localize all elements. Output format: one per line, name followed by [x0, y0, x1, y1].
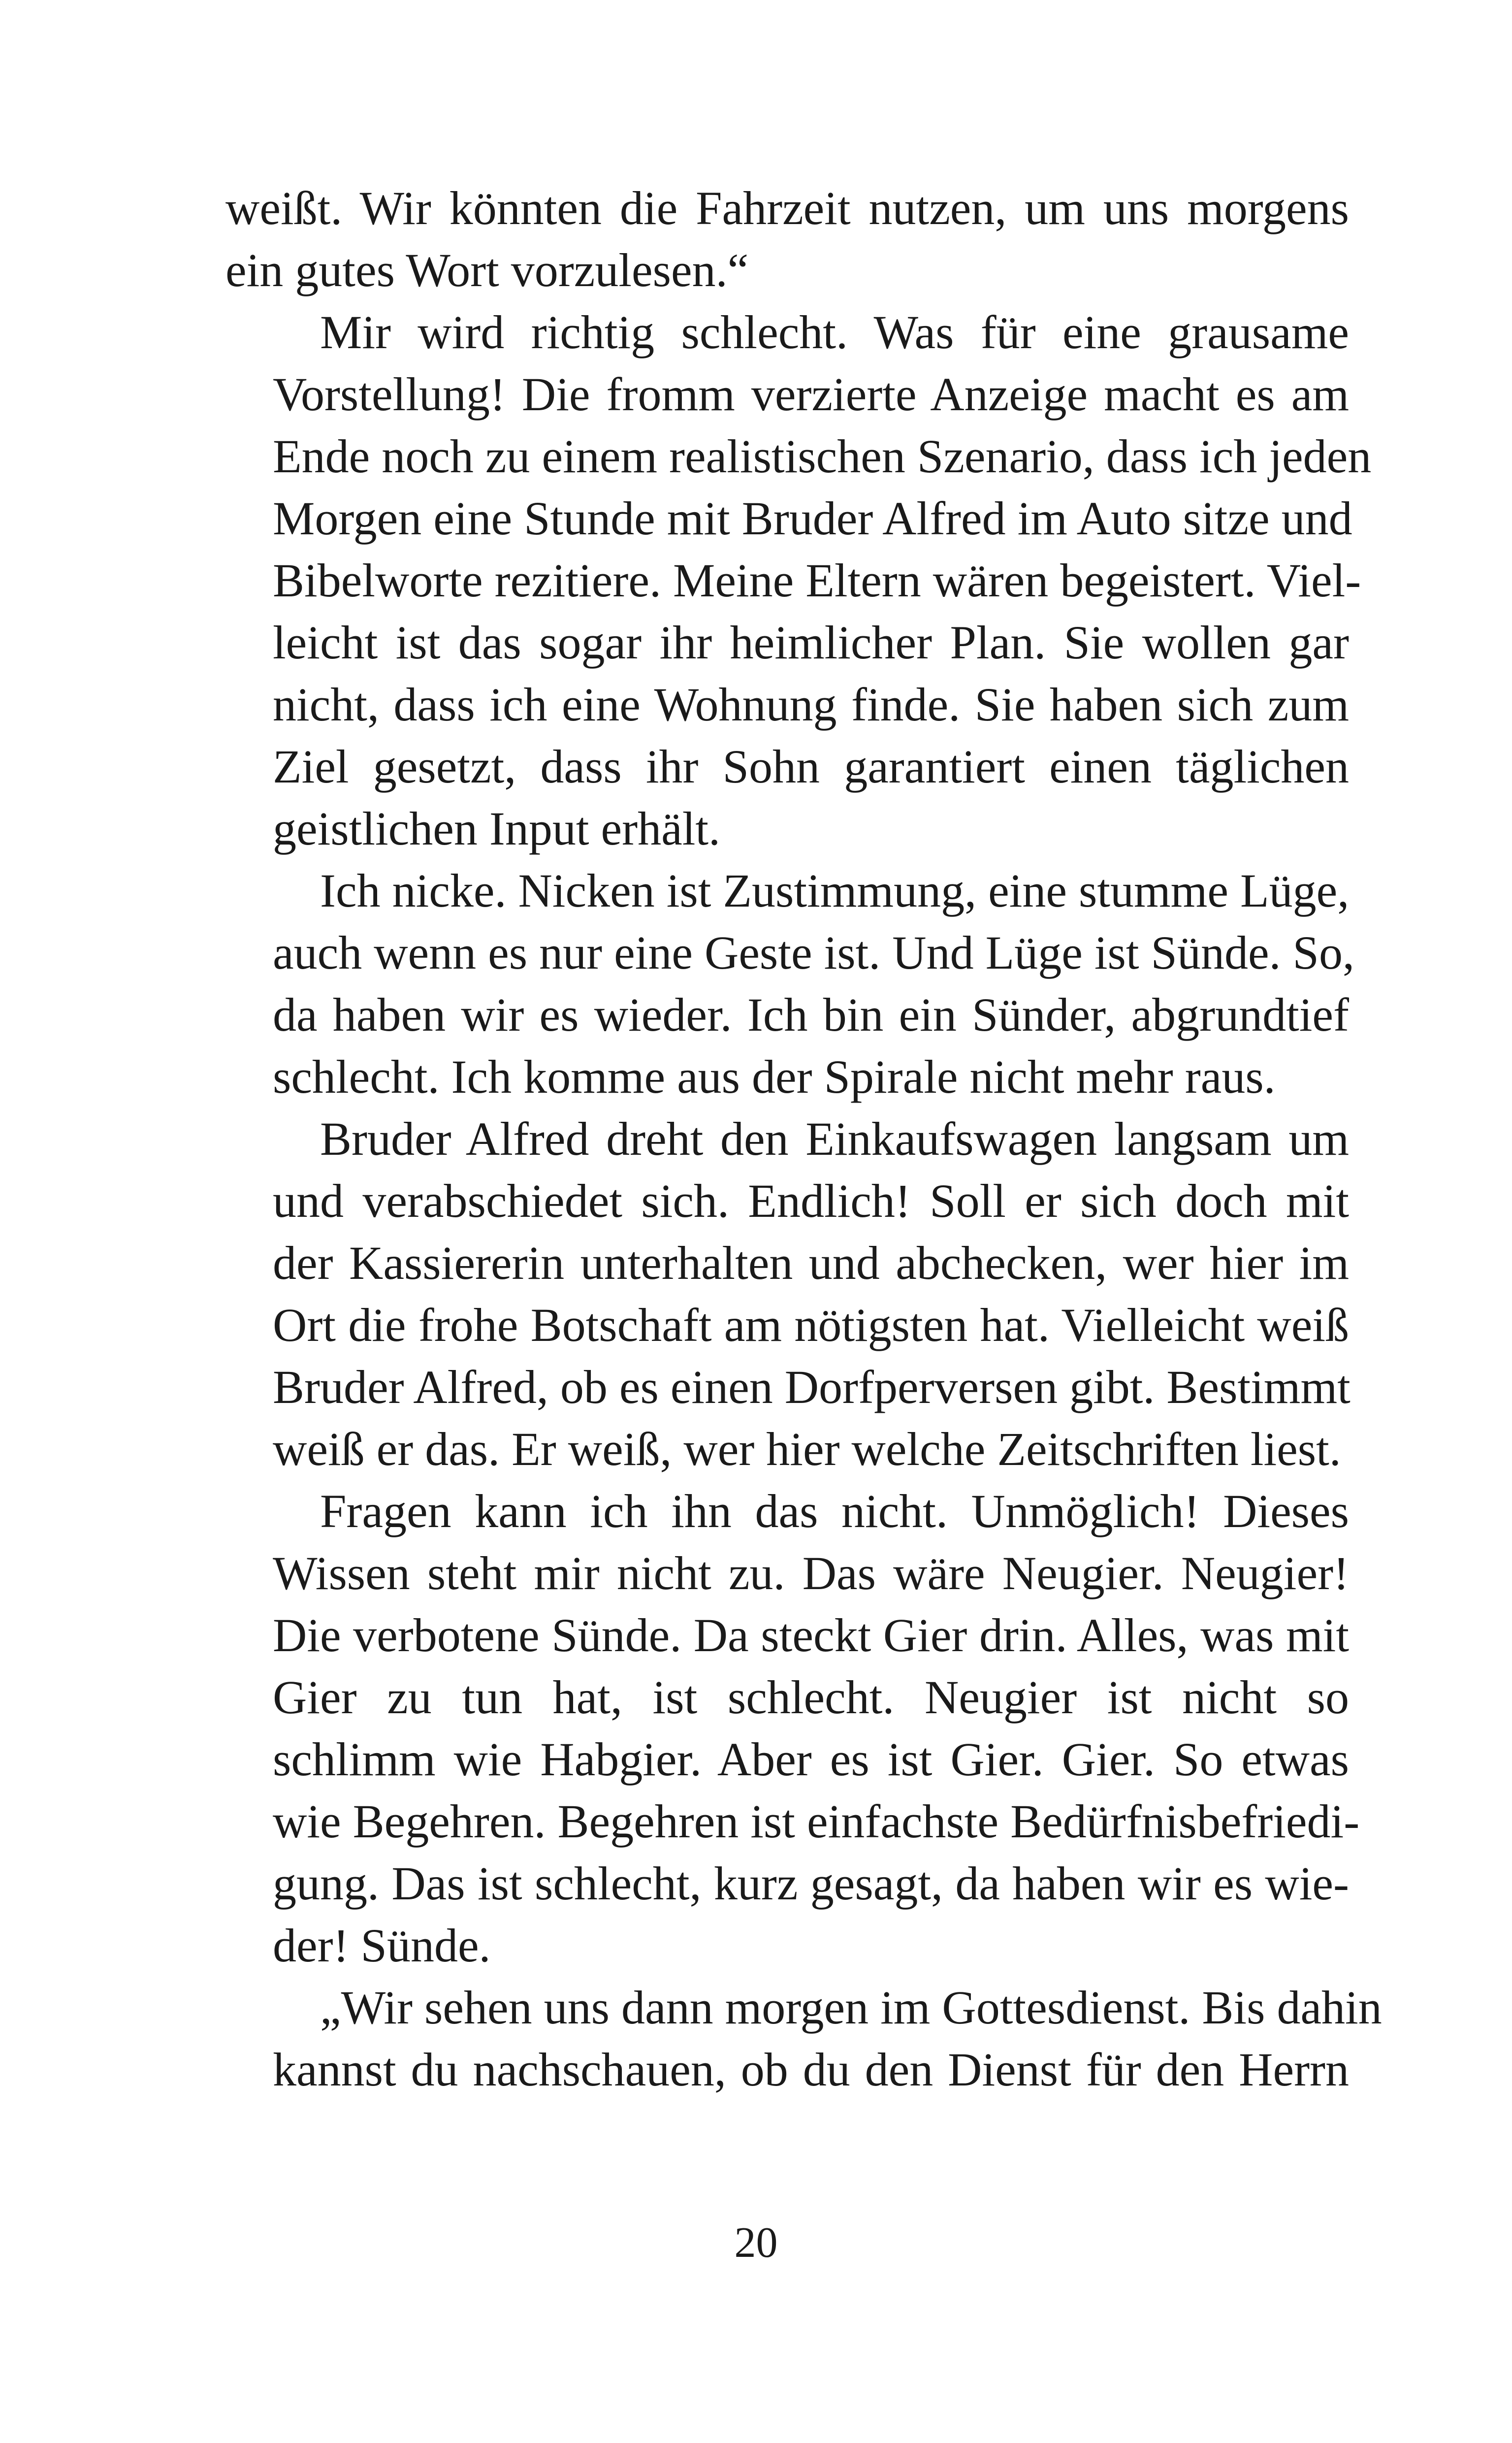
- text-line: geistlichen Input erhält.: [273, 802, 721, 855]
- text-line: wie Begehren. Begehren ist einfachste Bedürfnisbefriedi-: [273, 1795, 1360, 1848]
- text-line: der! Sünde.: [273, 1919, 491, 1972]
- text-line: Morgen eine Stunde mit Bruder Alfred im Auto sitze und: [273, 492, 1352, 545]
- text-line: ein gutes Wort vorzulesen.“: [225, 244, 749, 296]
- paragraph: [225, 1108, 1349, 1480]
- body-text: [225, 177, 1382, 2101]
- text-line: Bruder Alfred, ob es einen Dorfperversen gibt. Bestimmt: [273, 1361, 1351, 1413]
- text-line: Wissen steht mir nicht zu. Das wäre Neugier. Neugier!: [273, 1547, 1349, 1599]
- text-line: Mir wird richtig schlecht. Was für eine grausame: [320, 306, 1349, 358]
- text-line: weißt. Wir könnten die Fahrzeit nutzen, um uns morgens: [225, 182, 1349, 234]
- text-line: schlimm wie Habgier. Aber es ist Gier. Gier. So etwas: [273, 1733, 1349, 1786]
- text-line: Die verbotene Sünde. Da steckt Gier drin. Alles, was mit: [273, 1609, 1349, 1661]
- text-line: Fragen kann ich ihn das nicht. Unmöglich! Dieses: [320, 1485, 1349, 1537]
- text-line: nicht, dass ich eine Wohnung finde. Sie haben sich zum: [273, 678, 1349, 731]
- text-line: auch wenn es nur eine Geste ist. Und Lüge ist Sünde. So,: [273, 926, 1354, 979]
- paragraph: [225, 1480, 1360, 1977]
- text-line: Ort die frohe Botschaft am nötigsten hat. Vielleicht weiß: [273, 1299, 1349, 1351]
- text-line: Bibelworte rezitiere. Meine Eltern wären begeistert. Viel-: [273, 554, 1361, 607]
- text-line: schlecht. Ich komme aus der Spirale nicht mehr raus.: [273, 1050, 1276, 1103]
- text-line: weiß er das. Er weiß, wer hier welche Zeitschriften liest.: [273, 1423, 1341, 1475]
- text-line: Vorstellung! Die fromm verzierte Anzeige macht es am: [273, 368, 1349, 421]
- text-line: Ziel gesetzt, dass ihr Sohn garantiert einen täglichen: [273, 740, 1349, 793]
- text-line: Ende noch zu einem realistischen Szenario, dass ich jeden: [273, 430, 1372, 483]
- text-line: Ich nicke. Nicken ist Zustimmung, eine stumme Lüge,: [320, 864, 1350, 917]
- text-line: und verabschiedet sich. Endlich! Soll er sich doch mit: [273, 1174, 1349, 1227]
- text-line: gung. Das ist schlecht, kurz gesagt, da haben wir es wie-: [273, 1857, 1349, 1910]
- page-number: 20: [734, 2219, 778, 2267]
- paragraph: [225, 860, 1354, 1108]
- text-line: kannst du nachschauen, ob du den Dienst für den Herrn: [273, 2043, 1349, 2096]
- text-line: „Wir sehen uns dann morgen im Gottesdienst. Bis dahin: [320, 1981, 1382, 2034]
- text-line: leicht ist das sogar ihr heimlicher Plan. Sie wollen gar: [273, 616, 1349, 669]
- paragraph: [225, 301, 1372, 860]
- text-line: der Kassiererin unterhalten und abchecken, wer hier im: [273, 1237, 1349, 1289]
- text-line: Bruder Alfred dreht den Einkaufswagen langsam um: [320, 1112, 1349, 1165]
- text-line: Gier zu tun hat, ist schlecht. Neugier ist nicht so: [273, 1671, 1349, 1724]
- paragraph: [225, 177, 1349, 301]
- paragraph: [225, 1977, 1382, 2101]
- text-line: da haben wir es wieder. Ich bin ein Sünder, abgrundtief: [273, 988, 1349, 1041]
